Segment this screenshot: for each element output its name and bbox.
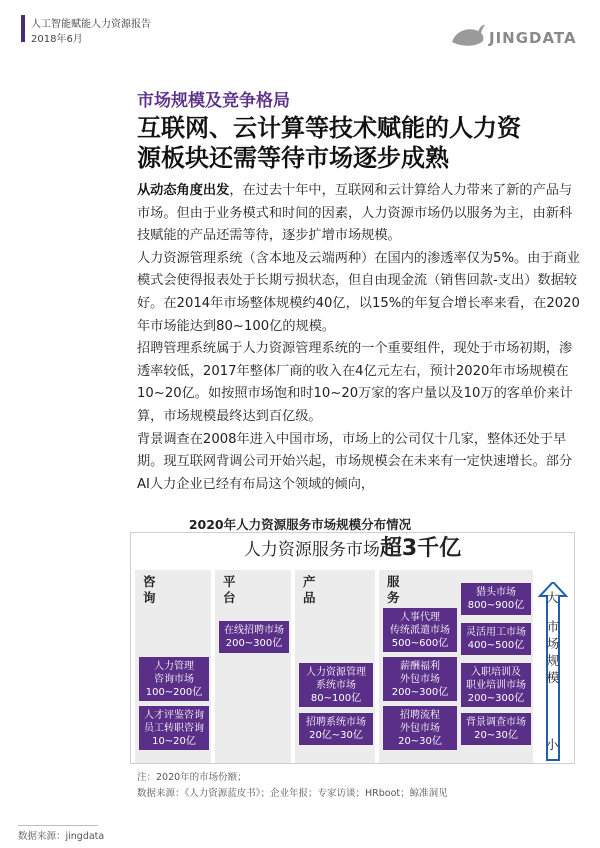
logo-text: JINGDATA [489,29,577,47]
paragraph-1-lead: 从动态角度出发 [137,183,230,198]
cell-line: 20~30亿 [398,735,442,747]
paragraph-4 [137,429,581,497]
paragraph-3-text: 招聘管理系统属于人力资源管理系统的一个重要组件，现处于市场初期，渗透率较低，2017年整体厂商的收入在4亿元左右，预计2020年市场规模在10~20亿。如按照市场饱和时10~20万家的客户量以及10万的客单价来计算，市场规模最终达到百亿级。 [137,341,573,424]
column-platform-head: 平 台 [223,574,236,605]
cell-line: 招聘系统市场 [306,717,366,728]
report-title: 人工智能赋能人力资源报告 [31,19,151,30]
cell-line: 在线招聘市场 [224,625,284,636]
cell-line: 外包市场 [400,722,440,734]
cell-training [461,663,531,707]
cell-line: 人才评鉴咨询 [144,709,204,721]
page-headline [137,113,577,173]
cell-background-check [461,713,531,745]
paragraph-3 [137,338,581,428]
cell-line: 500~600亿 [391,637,449,649]
whale-icon [450,22,486,52]
market-scale-arrow [538,582,568,764]
page-footer: 数据来源：jingdata [18,831,105,842]
cell-line: 10~20亿 [152,735,196,747]
cell-line: 灵活用工市场 [466,627,526,638]
paragraph-1 [137,180,581,248]
cell-hrms [299,663,373,707]
paragraph-4-text: 背景调查在2008年进入中国市场，市场上的公司仅十几家，整体还处于早期。现互联网背调公司开始兴起，市场规模会在未来有一定快速增长。部分AI人力企业已经有布局这个领域的倾向， [137,431,573,492]
page-header [0,0,600,62]
header-accent-bar [21,15,25,42]
paragraph-2-text: 人力资源管理系统（含本地及云端两种）在国内的渗透率仅为5%。由于商业模式会使得报表处于长期亏损状态，但自由现金流（销售回款-支出）数据较好。在2014年市场整体规模约40亿，以15%的年复合增长率来看，在2020年市场能达到80~100亿的规模。 [137,250,580,334]
cell-headhunting [461,583,531,615]
cell-line: 职业培训市场 [466,679,526,691]
cell-line: 200~300亿 [391,686,449,698]
report-date: 2018年6月 [31,34,83,45]
cell-payroll-outsourcing [383,657,457,701]
cell-recruiting-system [299,713,373,745]
cell-line: 人力资源管理 [306,666,366,678]
cell-line: 外包市场 [400,673,440,685]
body-text [137,180,581,496]
column-platform [215,570,291,763]
scale-label: 市 场 规 模 [546,619,560,685]
chart-notes [137,770,448,802]
banner-highlight: 超3千亿 [379,536,462,561]
cell-line: 背景调查市场 [466,717,526,728]
cell-talent-consulting [139,706,209,750]
cell-line: 猎头市场 [476,587,516,598]
cell-line: 薪酬福利 [400,660,440,672]
cell-line: 800~900亿 [467,600,525,611]
scale-top-label: 大 [546,590,559,605]
cell-hr-consulting [139,657,209,701]
cell-line: 入职培训及 [471,666,521,678]
scale-bottom-label: 小 [546,737,559,752]
cell-rpo [383,706,457,750]
cell-online-recruiting [219,621,289,653]
cell-personnel-agency [383,608,457,652]
cell-line: 400~500亿 [467,640,525,651]
cell-line: 人力管理 [154,660,194,672]
paragraph-1-text: ，在过去十年中，互联网和云计算给人力带来了新的产品与市场。但由于业务模式和时间的因素，人力资源市场仍以服务为主，由新科技赋能的产品还需等待，逐步扩增市场规模。 [137,183,573,244]
column-product-head: 产 品 [303,574,316,605]
cell-line: 100~200亿 [145,686,203,698]
section-title: 市场规模及竞争格局 [137,91,290,111]
market-diagram [130,532,575,764]
headline-line-2: 源板块还需等待市场逐步成熟 [137,144,449,172]
cell-line: 20亿~30亿 [309,730,363,741]
cell-line: 咨询市场 [154,673,194,685]
market-banner [131,533,574,565]
cell-line: 200~300亿 [225,638,283,649]
banner-prefix: 人力资源服务市场 [243,540,380,560]
headline-line-1: 互联网、云计算等技术赋能的人力资 [137,114,521,142]
cell-line: 200~300亿 [467,692,525,704]
column-consulting-head: 咨 询 [143,574,156,605]
chart-note: 注：2020年的市场份额； [137,772,247,783]
cell-line: 80~100亿 [310,692,362,704]
chart-source: 数据来源：《人力资源蓝皮书》；企业年报；专家访谈；HRboot；鲸准洞见 [137,788,448,799]
cell-line: 系统市场 [316,679,356,691]
cell-flexible-staffing [461,623,531,655]
jingdata-logo [450,22,590,52]
cell-line: 传统派遣市场 [390,624,450,636]
paragraph-2 [137,248,581,338]
cell-line: 20~30亿 [474,730,518,741]
cell-line: 人事代理 [400,611,440,623]
footer-divider [18,825,98,826]
chart-title: 2020年人力资源服务市场规模分布情况 [188,517,412,532]
cell-line: 员工转职咨询 [144,722,204,734]
cell-line: 招聘流程 [400,709,440,721]
column-service-head: 服 务 [387,574,400,605]
